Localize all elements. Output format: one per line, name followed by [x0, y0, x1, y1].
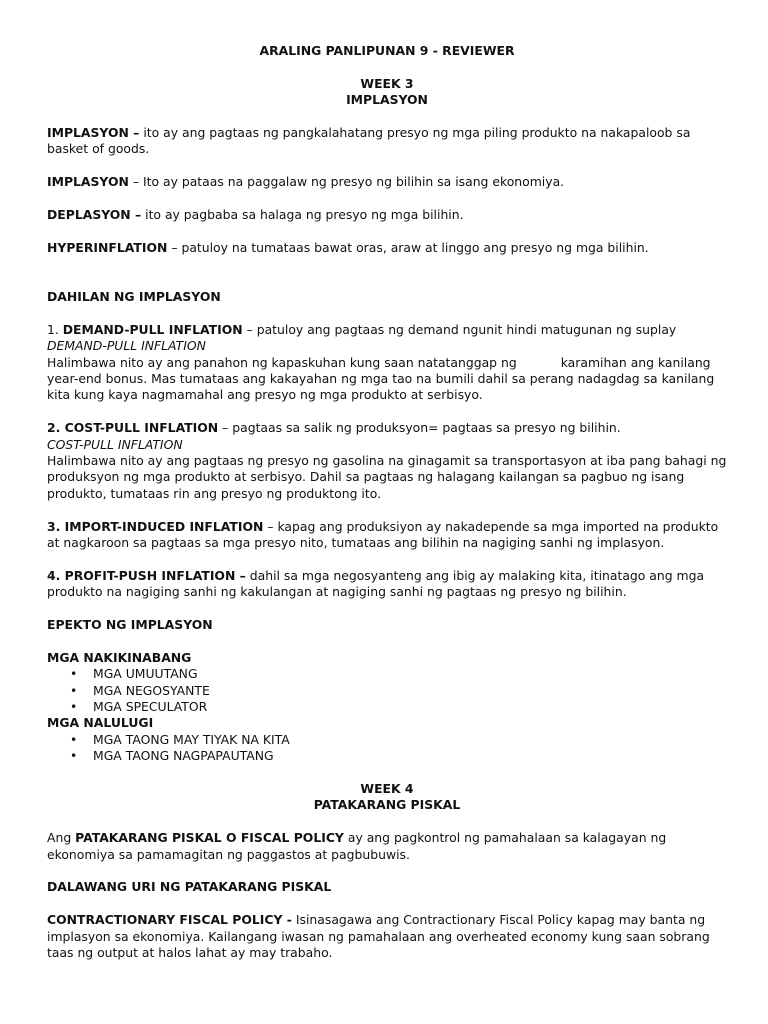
definition-hyperinflation: HYPERINFLATION – patuloy na tumataas bawat oras, araw at linggo ang presyo ng mga bilihin.	[47, 239, 649, 255]
definition-implasyon-2: IMPLASYON – Ito ay pataas na paggalaw ng presyo ng bilihin sa isang ekonomiya.	[47, 174, 565, 190]
cause-demand-pull-example: Halimbawa nito ay ang panahon ng kapaskuhan kung saan natatanggap ng karamihan ang kanilang year-end bonus. Mas tumataas ang kakayahan ng mga tao na bumili dahil sa perang nadagdag sa kanilang kita kung kaya nagmamahal ang presyo ng mga produkto at serbisyo.	[47, 354, 715, 403]
week3-label: WEEK 3	[360, 75, 414, 91]
fiscal-types-heading: DALAWANG URI NG PATAKARANG PISKAL	[47, 879, 332, 895]
list-item: • MGA UMUUTANG	[70, 666, 198, 682]
bullet-icon: •	[70, 731, 78, 747]
bullet-icon: •	[70, 666, 78, 682]
cause-cost-pull-example: Halimbawa nito ay ang pagtaas ng presyo ng gasolina na ginagamit sa transportasyon at iba pang bahagi ng produksyon ng mga produkto at serbisyo. Dahil sa pagtaas ng halagang kailangan sa pagbuo ng isang produkto, tumataas rin ang presyo ng produktong ito.	[47, 453, 727, 501]
bullet-icon: •	[70, 748, 78, 764]
list-item: • MGA TAONG NAGPAPAUTANG	[70, 748, 274, 764]
contractionary-policy: CONTRACTIONARY FISCAL POLICY - Isinasagawa ang Contractionary Fiscal Policy kapag may banta ng implasyon sa ekonomiya. Kailangang iwasan ng pamahalaan ang overheated economy kung saan sobrang taas ng output at halos lahat ay may trabaho.	[47, 912, 710, 961]
losers-list	[47, 732, 727, 765]
fiscal-policy-intro: Ang PATAKARANG PISKAL O FISCAL POLICY ay ang pagkontrol ng pamahalaan sa kalagayan ng ekonomiya sa pamamagitan ng paggastos at pagbubuwis.	[47, 830, 667, 862]
cause-demand-pull: 1. DEMAND-PULL INFLATION – patuloy ang pagtaas ng demand ngunit hindi matugunan ng suplay	[47, 321, 677, 337]
effects-heading: EPEKTO NG IMPLASYON	[47, 617, 213, 633]
cause-demand-pull-subtitle: DEMAND-PULL INFLATION	[47, 338, 206, 354]
bullet-icon: •	[70, 699, 78, 715]
week4-topic: PATAKARANG PISKAL	[313, 797, 461, 813]
list-item: • MGA NEGOSYANTE	[70, 682, 210, 698]
bullet-icon: •	[70, 682, 78, 698]
document-page	[47, 43, 727, 962]
week4-label: WEEK 4	[360, 781, 414, 797]
gainers-list	[47, 666, 727, 715]
cause-cost-pull-subtitle: COST-PULL INFLATION	[47, 436, 183, 452]
cause-cost-pull: 2. COST-PULL INFLATION – pagtaas sa salik ng produksyon= pagtaas sa presyo ng bilihin.	[47, 420, 621, 436]
week3-topic: IMPLASYON	[346, 92, 428, 108]
cause-import-induced: 3. IMPORT-INDUCED INFLATION – kapag ang produksiyon ay nakadepende sa mga imported na produkto at nagkaroon sa pagtaas sa mga presyo nito, tumataas ang bilihin na nagiging sanhi ng implasyon.	[47, 518, 719, 551]
definition-deplasyon: DEPLASYON – ito ay pagbaba sa halaga ng presyo ng mga bilihin.	[47, 207, 464, 222]
gainers-heading: MGA NAKIKINABANG	[47, 649, 192, 665]
list-item: • MGA SPECULATOR	[70, 699, 208, 715]
causes-heading: DAHILAN NG IMPLASYON	[47, 289, 221, 304]
cause-profit-push: 4. PROFIT-PUSH INFLATION – dahil sa mga negosyanteng ang ibig ay malaking kita, itinatago ang mga produkto na nagiging sanhi ng kakulangan at nagiging sanhi ng pagtaas ng presyo ng bilihin.	[47, 567, 705, 600]
list-item: • MGA TAONG MAY TIYAK NA KITA	[70, 731, 290, 747]
losers-heading: MGA NALULUGI	[47, 715, 154, 731]
definition-implasyon-1: IMPLASYON – ito ay ang pagtaas ng pangkalahatang presyo ng mga piling produkto na nakapaloob sa basket of goods.	[47, 125, 691, 157]
document-title: ARALING PANLIPUNAN 9 - REVIEWER	[259, 43, 515, 58]
